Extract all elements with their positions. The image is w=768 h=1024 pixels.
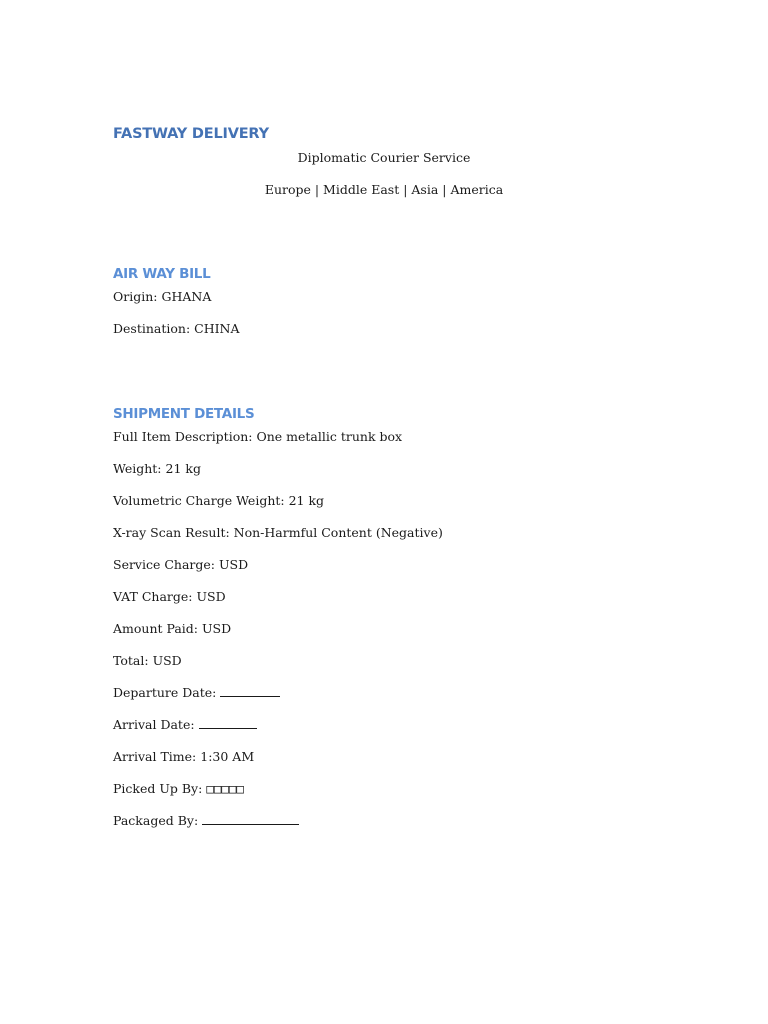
service-charge-field: [113, 557, 248, 572]
arrival-time-label: Arrival Time:: [113, 749, 197, 764]
picked-up-field: [113, 781, 244, 796]
volumetric-weight-label: Volumetric Charge Weight:: [113, 493, 285, 508]
origin-field: [113, 289, 211, 304]
origin-label: Origin:: [113, 289, 158, 304]
departure-date-label: Departure Date:: [113, 685, 217, 700]
destination-label: Destination:: [113, 321, 191, 336]
service-subtitle: Diplomatic Courier Service: [297, 150, 471, 165]
regions-line: Europe | Middle East | Asia | America: [264, 182, 504, 197]
arrival-time-field: [113, 749, 254, 764]
packaged-by-label: Packaged By:: [113, 813, 199, 828]
xray-value: Non-Harmful Content (Negative): [233, 525, 443, 540]
vat-value: USD: [196, 589, 226, 604]
amount-paid-label: Amount Paid:: [113, 621, 199, 636]
arrival-date-blank-line: [199, 727, 257, 729]
xray-label: X-ray Scan Result:: [113, 525, 230, 540]
arrival-time-value: 1:30 AM: [200, 749, 255, 764]
origin-value: GHANA: [161, 289, 212, 304]
departure-date-blank-line: [220, 695, 280, 697]
weight-value: 21 kg: [165, 461, 201, 476]
description-field: [113, 429, 402, 444]
service-charge-label: Service Charge:: [113, 557, 216, 572]
company-name: FASTWAY DELIVERY: [113, 126, 269, 142]
amount-paid-field: [113, 621, 231, 636]
packaged-by-field: [113, 813, 299, 828]
weight-label: Weight:: [113, 461, 162, 476]
total-label: Total:: [113, 653, 149, 668]
weight-field: [113, 461, 201, 476]
service-charge-value: USD: [219, 557, 249, 572]
packaged-by-blank-line: [202, 823, 299, 825]
departure-date-field: [113, 685, 280, 700]
volumetric-weight-field: [113, 493, 324, 508]
xray-field: [113, 525, 443, 540]
total-field: [113, 653, 182, 668]
picked-up-value: □□□□□: [206, 781, 244, 796]
vat-label: VAT Charge:: [113, 589, 193, 604]
shipment-details-heading: SHIPMENT DETAILS: [113, 406, 255, 422]
description-value: One metallic trunk box: [256, 429, 403, 444]
picked-up-label: Picked Up By:: [113, 781, 203, 796]
arrival-date-label: Arrival Date:: [113, 717, 195, 732]
amount-paid-value: USD: [202, 621, 232, 636]
arrival-date-field: [113, 717, 257, 732]
vat-field: [113, 589, 226, 604]
volumetric-weight-value: 21 kg: [288, 493, 325, 508]
destination-field: [113, 321, 240, 336]
total-value: USD: [152, 653, 182, 668]
destination-value: CHINA: [194, 321, 240, 336]
air-way-bill-heading: AIR WAY BILL: [113, 266, 211, 282]
description-label: Full Item Description:: [113, 429, 253, 444]
